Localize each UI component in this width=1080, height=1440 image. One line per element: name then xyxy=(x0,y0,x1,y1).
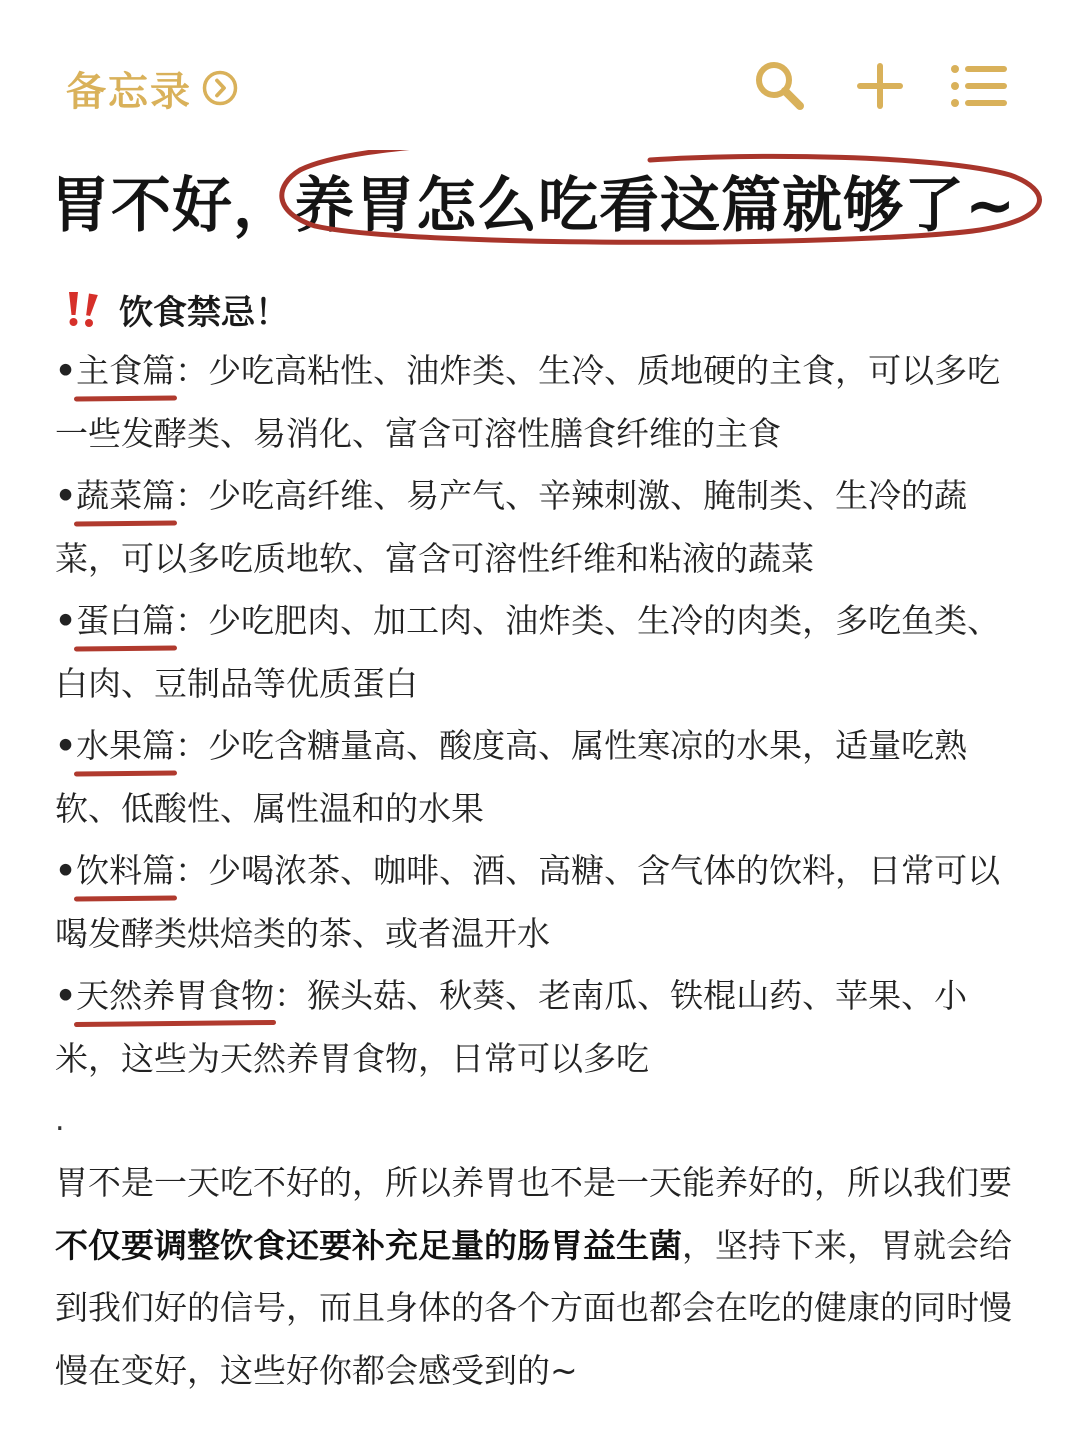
item-text: ：猴头菇、秋葵、老南瓜、铁棍山药、苹果、小米，这些为天然养胃食物，日常可以多吃 xyxy=(55,976,968,1078)
item-label: 水果篇 xyxy=(76,715,175,778)
bullet: • xyxy=(55,976,77,1015)
closing-text-2: ，坚持下来，胃就会给到我们好的信号，而且身体的各个方面也都会在吃的健康的同时慢慢在变好，这些好你都会感受到的~ xyxy=(55,1225,1012,1390)
bullet: • xyxy=(55,601,77,640)
back-label: 备忘录 xyxy=(66,68,192,115)
list-item-fruit xyxy=(55,715,1015,840)
list-item-staple xyxy=(55,340,1015,465)
item-text: ：少吃肥肉、加工肉、油炸类、生冷的肉类，多吃鱼类、白肉、豆制品等优质蛋白 xyxy=(55,601,1001,703)
list-item-protein xyxy=(55,590,1015,715)
list-view-button[interactable] xyxy=(950,56,1010,116)
note-title xyxy=(50,150,1050,250)
list-item-vegetable xyxy=(55,465,1015,590)
closing-text-1: 胃不是一天吃不好的，所以养胃也不是一天能养好的，所以我们要 xyxy=(55,1163,1012,1202)
item-label: 蛋白篇 xyxy=(76,590,175,653)
list-item-natural-food xyxy=(55,965,1015,1090)
item-label: 主食篇 xyxy=(76,340,175,403)
chevron-right-circle-icon xyxy=(202,70,238,106)
item-text: ：少喝浓茶、咖啡、酒、高糖、含气体的饮料，日常可以喝发酵类烘焙类的茶、或者温开水 xyxy=(55,851,1001,953)
list-item-drink xyxy=(55,840,1015,965)
closing-bold-text: 不仅要调整饮食还要补充足量的肠胃益生菌 xyxy=(55,1225,682,1265)
plus-icon xyxy=(855,61,905,111)
closing-paragraph xyxy=(55,1152,1015,1402)
search-button[interactable] xyxy=(750,56,810,116)
item-label: 天然养胃食物 xyxy=(76,965,274,1028)
heading-text: 饮食禁忌！ xyxy=(119,292,289,333)
add-note-button[interactable] xyxy=(850,56,910,116)
double-exclamation-icon xyxy=(63,289,103,329)
note-body[interactable] xyxy=(55,278,1015,1402)
back-to-notes-button[interactable] xyxy=(66,60,238,116)
title-text: 胃不好，养胃怎么吃看这篇就够了~ xyxy=(50,171,1017,241)
bullet: • xyxy=(55,726,77,765)
bullet: • xyxy=(55,851,77,890)
bullet: • xyxy=(55,351,77,390)
item-text: ：少吃高粘性、油炸类、生冷、质地硬的主食，可以多吃一些发酵类、易消化、富含可溶性膳食纤维的主食 xyxy=(55,351,1001,453)
item-label: 饮料篇 xyxy=(76,840,175,903)
diet-taboo-heading xyxy=(63,278,1015,340)
item-text: ：少吃高纤维、易产气、辛辣刺激、腌制类、生冷的蔬菜，可以多吃质地软、富含可溶性纤维和粘液的蔬菜 xyxy=(55,476,968,578)
separator-dot: . xyxy=(55,1103,65,1138)
item-label: 蔬菜篇 xyxy=(76,465,175,528)
list-icon xyxy=(950,61,1010,111)
search-icon xyxy=(752,58,808,114)
nav-actions xyxy=(750,56,1010,116)
item-text: ：少吃含糖量高、酸度高、属性寒凉的水果，适量吃熟软、低酸性、属性温和的水果 xyxy=(55,726,968,828)
top-nav-bar xyxy=(0,0,1080,150)
bullet: • xyxy=(55,476,77,515)
